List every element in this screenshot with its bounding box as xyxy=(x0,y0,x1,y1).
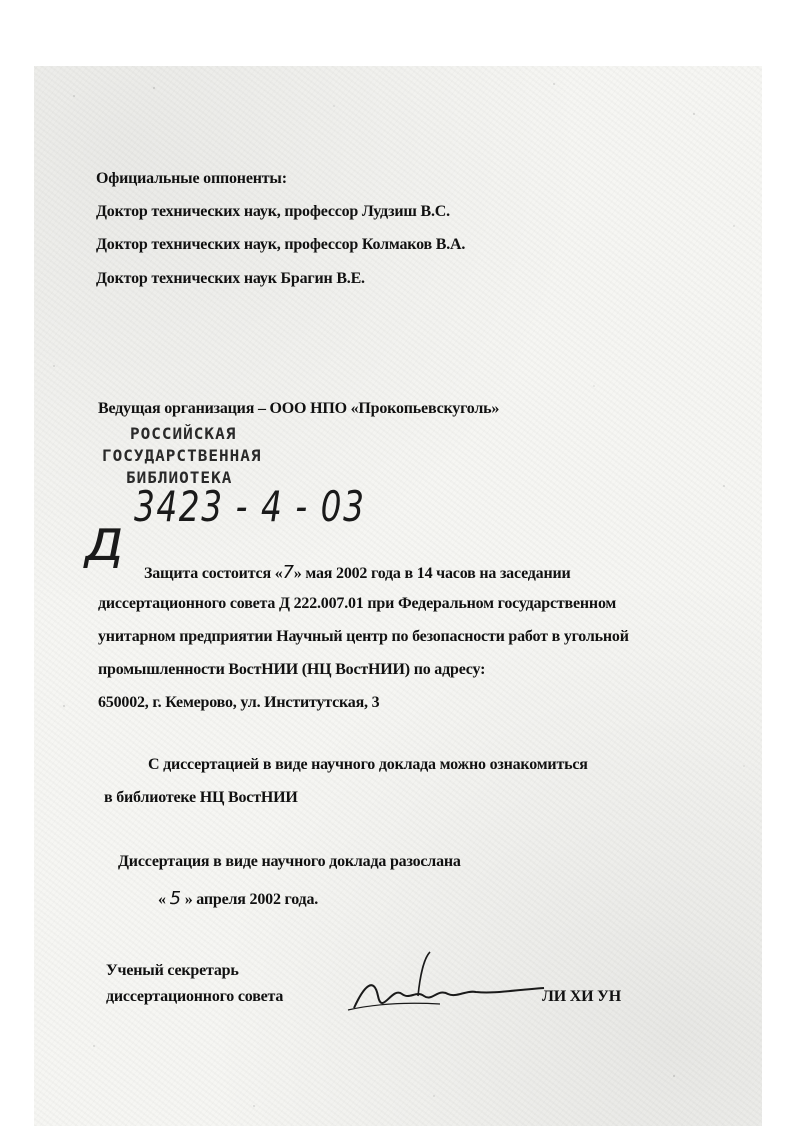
defense-text: Защита состоится « xyxy=(144,565,283,582)
dispatch-line-1: Диссертация в виде научного доклада разослана xyxy=(118,853,461,870)
defense-text: » мая 2002 года в 14 часов на заседании xyxy=(293,565,571,582)
dispatch-text: « xyxy=(158,891,166,908)
defense-line-3: унитарном предприятии Научный центр по безопасности работ в угольной xyxy=(98,628,629,645)
secretary-title-line-2: диссертационного совета xyxy=(106,988,284,1005)
dispatch-text: » апреля 2002 года. xyxy=(184,891,319,908)
library-stamp-line: ГОСУДАРСТВЕННАЯ xyxy=(102,446,262,465)
handwritten-code: 3423 - 4 - 03 xyxy=(134,482,366,531)
opponent-line: Доктор технических наук, профессор Колмаков В.А. xyxy=(96,236,466,253)
defense-address: 650002, г. Кемерово, ул. Институтская, 3 xyxy=(98,694,380,711)
secretary-title-line-1: Ученый секретарь xyxy=(106,962,239,979)
signature xyxy=(344,946,554,1026)
defense-line-2: диссертационного совета Д 222.007.01 при Федеральном государственном xyxy=(98,595,617,612)
defense-line-4: промышленности ВостНИИ (НЦ ВостНИИ) по адресу: xyxy=(98,661,486,678)
opponents-heading: Официальные оппоненты: xyxy=(96,170,287,187)
leading-organization: Ведущая организация – ООО НПО «Прокопьевскуголь» xyxy=(98,400,500,417)
library-stamp-line: БИБЛИОТЕКА xyxy=(126,468,233,487)
handwritten-letter: д xyxy=(84,506,125,574)
secretary-name: ЛИ ХИ УН xyxy=(542,988,621,1005)
opponent-line: Доктор технических наук, профессор Лудзиш В.С. xyxy=(96,203,450,220)
defense-line-1 xyxy=(144,562,571,583)
dispatch-line-2 xyxy=(158,888,318,909)
library-note-line-2: в библиотеке НЦ ВостНИИ xyxy=(104,789,298,806)
defense-day-handwritten: 7 xyxy=(282,562,294,583)
library-stamp-line: РОССИЙСКАЯ xyxy=(130,424,237,443)
opponent-line: Доктор технических наук Брагин В.Е. xyxy=(96,270,365,287)
dispatch-day-handwritten: 5 xyxy=(169,888,181,909)
library-note-line-1: С диссертацией в виде научного доклада можно ознакомиться xyxy=(148,756,588,773)
document-page xyxy=(34,66,762,1126)
